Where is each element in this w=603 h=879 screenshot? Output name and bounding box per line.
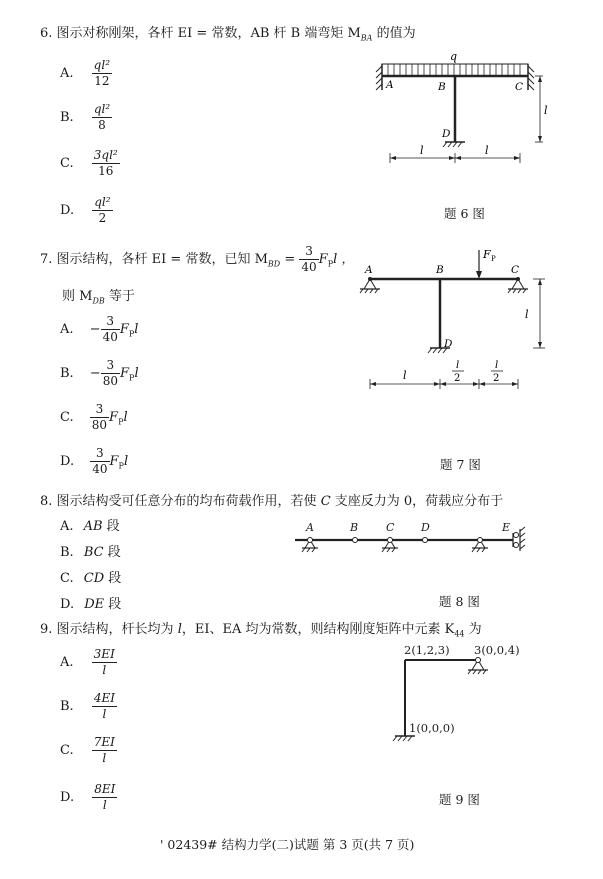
option-label: C. [60, 410, 74, 425]
q8-stem-end: 支座反力为 0，荷载应分布于 [330, 494, 504, 509]
q7-line2-sub: DB [92, 296, 105, 306]
q9-option-a[interactable] [60, 647, 117, 678]
q7-eq: = [280, 252, 300, 267]
q7-stem-sub: BD [267, 259, 281, 269]
q7-caption: 题 7 图 [440, 457, 481, 472]
q7-fp-sub: P [327, 259, 334, 269]
option-l: l [134, 322, 139, 337]
q7-option-b[interactable] [60, 358, 139, 389]
q7-number: 7. [40, 252, 53, 267]
q9-caption: 题 9 图 [439, 792, 480, 807]
q9-stem-l: l [177, 622, 182, 637]
q8-stem-c: C [320, 494, 331, 509]
frac-den: 12 [94, 74, 110, 88]
q7-stem-text: 图示结构，各杆 EI = 常数，已知 M [56, 252, 268, 267]
q7-line2-end: 等于 [104, 289, 135, 304]
node-3-label: 3(0,0,4) [474, 643, 520, 657]
label-d: D [421, 521, 430, 534]
label-b: B [436, 264, 444, 276]
q6-stem-sub: BA [360, 33, 373, 43]
q6-number: 6. [40, 26, 53, 41]
hinge-a [308, 538, 313, 543]
q6-stem-end: 的值为 [372, 26, 416, 41]
frac-num: 3ql² [93, 148, 118, 162]
frac-den: l [102, 663, 107, 677]
frac-den: 40 [92, 462, 108, 476]
option-sign: − [89, 322, 101, 337]
q8-option-b[interactable] [60, 541, 121, 560]
dim-label-l: l [485, 144, 489, 157]
option-seg: BC [83, 545, 104, 560]
option-suffix: 段 [102, 519, 120, 534]
label-fp: F [483, 248, 491, 261]
frac-den: l [102, 798, 107, 812]
option-label: A. [60, 655, 74, 670]
node-1-label: 1(0,0,0) [409, 721, 455, 735]
q7-fp: F [318, 252, 328, 267]
option-fp: F [120, 366, 130, 381]
frac-num: 3 [90, 446, 109, 462]
option-label: B. [60, 110, 74, 125]
q7-stem-fraction [299, 244, 318, 275]
option-label: D. [60, 790, 75, 805]
frac-den: 2 [98, 211, 107, 225]
frac-num: ql² [94, 195, 111, 209]
q6-caption: 题 6 图 [444, 206, 485, 221]
q7-option-c[interactable] [60, 402, 128, 433]
option-suffix: 段 [104, 597, 122, 612]
option-label: B. [60, 545, 74, 560]
dim-half-den: 2 [493, 373, 500, 384]
q7-stem-line2 [62, 285, 135, 306]
option-seg: CD [83, 571, 105, 586]
label-b: B [438, 81, 446, 93]
page-footer: ' 02439# 结构力学(二)试题 第 3 页(共 7 页) [160, 837, 415, 852]
frac-den: 80 [91, 418, 108, 432]
frac-num: 3EI [93, 647, 115, 661]
option-fraction [92, 735, 117, 766]
frac-num: 8EI [94, 782, 116, 796]
option-fraction [92, 691, 117, 722]
q6-stem [40, 22, 416, 43]
frac-den: 8 [98, 118, 106, 132]
option-fraction [92, 58, 112, 89]
option-fp: F [109, 410, 119, 425]
option-label: C. [60, 743, 74, 758]
option-fraction [92, 148, 120, 179]
option-fp-sub: P [118, 461, 124, 471]
frac-den: 80 [102, 374, 119, 388]
q9-stem-text: 图示结构，杆长均为 [56, 622, 178, 637]
dim-label-l: l [544, 104, 548, 117]
option-fp-sub: P [129, 373, 135, 383]
option-sign: − [89, 366, 101, 381]
label-c: C [515, 81, 524, 93]
q9-option-b[interactable] [60, 691, 117, 722]
hinge-d [423, 538, 428, 543]
dim-half-den: 2 [454, 373, 461, 384]
option-seg: AB [83, 519, 103, 534]
hinge-c [388, 538, 393, 543]
q6-option-b[interactable] [60, 102, 112, 133]
option-l: l [123, 410, 128, 425]
q9-stem-mid: ，EI、EA 均为常数，则结构刚度矩阵中元素 K [181, 622, 455, 637]
q8-option-d[interactable] [60, 593, 121, 612]
frac-num: 3 [101, 358, 120, 374]
frac-num: 3 [299, 244, 318, 260]
q9-option-d[interactable] [60, 782, 117, 813]
option-fraction [92, 647, 117, 678]
option-label: A. [60, 519, 74, 534]
q7-line2-text: 则 M [62, 289, 93, 304]
option-l: l [123, 454, 129, 469]
option-fp: F [109, 454, 119, 469]
option-label: D. [60, 203, 75, 218]
label-a: A [386, 79, 394, 91]
option-fraction [92, 195, 112, 226]
dim-label-l: l [525, 308, 529, 321]
option-label: D. [60, 597, 75, 612]
q7-stem [40, 244, 354, 275]
option-fraction [90, 402, 109, 433]
q8-caption: 题 8 图 [439, 594, 480, 609]
q7-option-a[interactable] [60, 314, 138, 345]
frac-num: 3 [90, 402, 109, 418]
frac-den: 16 [98, 164, 114, 178]
q8-option-c[interactable] [60, 567, 121, 586]
q9-option-c[interactable] [60, 735, 117, 766]
q6-option-a[interactable] [60, 58, 112, 89]
label-c: C [511, 264, 520, 276]
label-d: D [444, 338, 453, 350]
option-fraction [101, 358, 120, 389]
dim-label-l: l [403, 369, 407, 382]
option-label: C. [60, 156, 74, 171]
label-fp-sub: P [491, 255, 496, 263]
q6-option-c[interactable] [60, 148, 120, 179]
label-q: q [450, 50, 458, 63]
option-suffix: 段 [103, 545, 121, 560]
label-c: C [386, 521, 395, 534]
label-b: B [350, 521, 359, 534]
hinge-support [478, 538, 483, 543]
frac-num: 7EI [93, 735, 115, 749]
label-a: A [306, 521, 314, 534]
q9-stem-sub: 44 [454, 629, 465, 639]
option-label: C. [60, 571, 74, 586]
dim-half-num: l [456, 360, 460, 371]
frac-den: 40 [102, 330, 118, 344]
option-label: B. [60, 699, 74, 714]
option-fraction [92, 782, 117, 813]
q9-stem-end: 为 [464, 622, 482, 637]
option-fraction [92, 102, 112, 133]
q8-figure [295, 515, 545, 565]
q7-l: l ， [333, 252, 355, 267]
option-label: D. [60, 454, 75, 469]
node-2-label: 2(1,2,3) [404, 643, 450, 657]
q7-option-d[interactable] [60, 446, 128, 477]
option-fraction [90, 446, 109, 477]
q7-figure [355, 244, 555, 394]
q6-stem-text: 图示对称刚架，各杆 EI = 常数，AB 杆 B 端弯矩 M [56, 26, 361, 41]
label-e: E [502, 521, 511, 534]
dim-label-l: l [420, 144, 424, 157]
option-fraction [101, 314, 120, 345]
q9-figure [390, 640, 540, 750]
frac-num: ql² [93, 102, 111, 116]
dim-half-num: l [495, 360, 499, 371]
option-label: A. [60, 322, 74, 337]
q8-stem-text: 图示结构受可任意分布的均布荷载作用，若使 [56, 494, 321, 509]
frac-num: 4EI [93, 691, 115, 705]
q8-stem [40, 490, 503, 509]
option-suffix: 段 [104, 571, 122, 586]
q8-number: 8. [40, 494, 53, 509]
q8-option-a[interactable] [60, 515, 120, 534]
label-d: D [442, 128, 451, 140]
frac-den: 40 [301, 260, 317, 274]
distributed-load [382, 64, 528, 76]
q9-stem [40, 618, 482, 639]
q6-option-d[interactable] [60, 195, 113, 226]
option-fp-sub: P [128, 329, 135, 339]
option-l: l [134, 366, 139, 381]
frac-num: 3 [101, 314, 120, 330]
option-label: B. [60, 366, 74, 381]
frac-den: l [102, 707, 107, 721]
option-seg: DE [84, 597, 105, 612]
frac-num: ql² [93, 58, 111, 72]
label-a: A [365, 264, 373, 276]
option-fp: F [119, 322, 129, 337]
q6-figure [370, 44, 560, 194]
q9-number: 9. [40, 622, 53, 637]
option-fp-sub: P [118, 417, 124, 427]
hinge-b [353, 538, 358, 543]
option-label: A. [60, 66, 74, 81]
frac-den: l [102, 751, 107, 765]
